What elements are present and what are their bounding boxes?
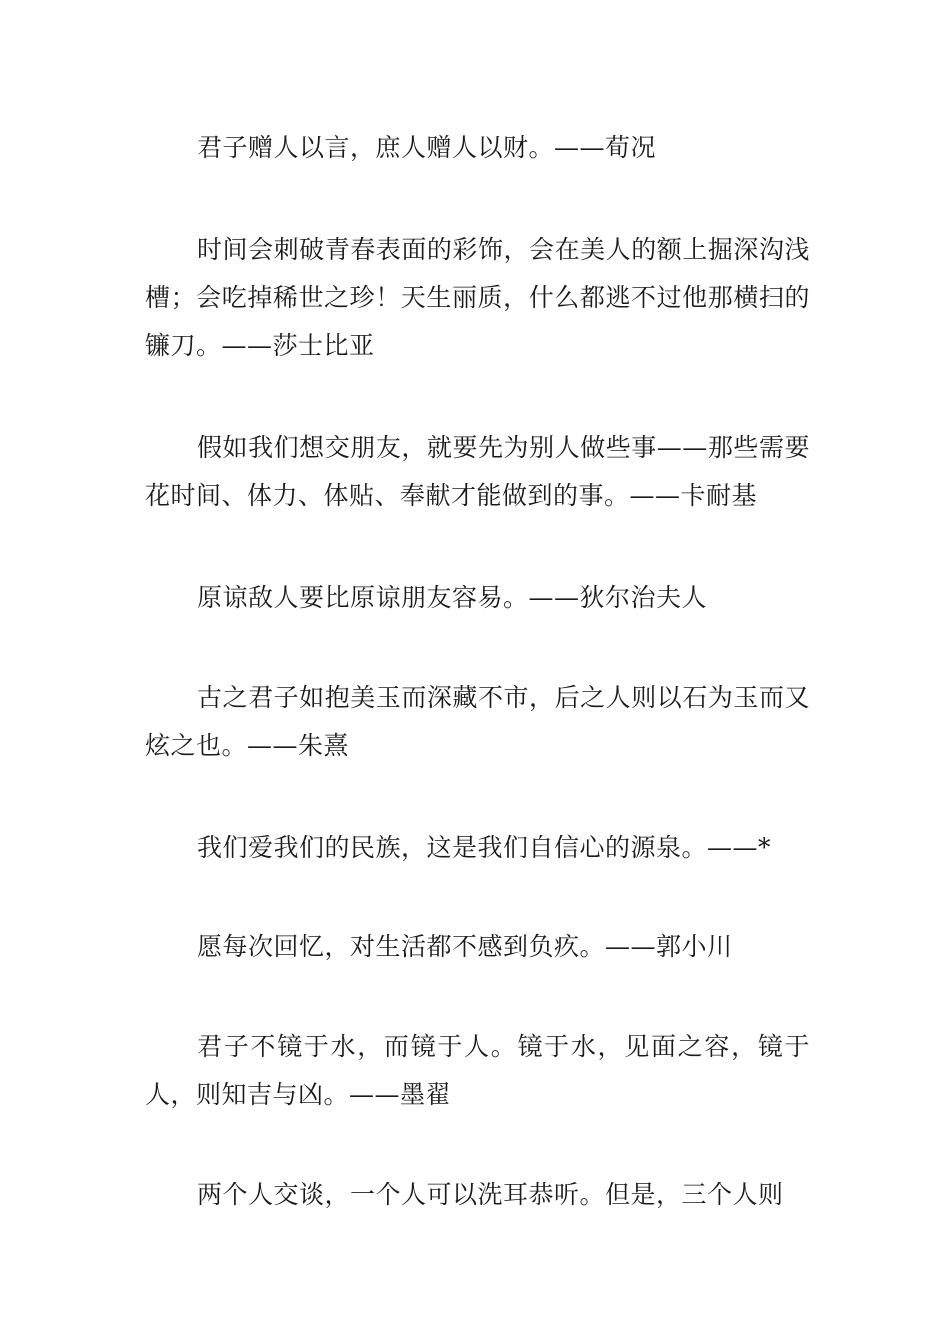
- quote-paragraph-4: 原谅敌人要比原谅朋友容易。——狄尔治夫人: [197, 583, 708, 612]
- quote-paragraph-5: 古之君子如抱美玉而深藏不市，后之人则以石为玉而又炫之也。——朱熹: [145, 683, 810, 760]
- quote-paragraph-3: 假如我们想交朋友，就要先为别人做些事——那些需要花时间、体力、体贴、奉献才能做到的事。——卡耐基: [145, 433, 810, 510]
- quote-paragraph-8: 君子不镜于水，而镜于人。镜于水，见面之容，镜于人，则知吉与凶。——墨翟: [145, 1032, 810, 1109]
- quote-paragraph-2: 时间会刺破青春表面的彩饰，会在美人的额上掘深沟浅槽；会吃掉稀世之珍！天生丽质，什么都逃不过他那横扫的镰刀。——莎士比亚: [145, 235, 810, 360]
- quote-paragraph-6: 我们爱我们的民族，这是我们自信心的源泉。——*: [197, 833, 772, 862]
- quote-paragraph-7: 愿每次回忆，对生活都不感到负疚。——郭小川: [197, 932, 733, 961]
- quote-paragraph-9: 两个人交谈，一个人可以洗耳恭听。但是，三个人则: [197, 1180, 784, 1209]
- quote-paragraph-1: 君子赠人以言，庶人赠人以财。——荀况: [197, 133, 657, 162]
